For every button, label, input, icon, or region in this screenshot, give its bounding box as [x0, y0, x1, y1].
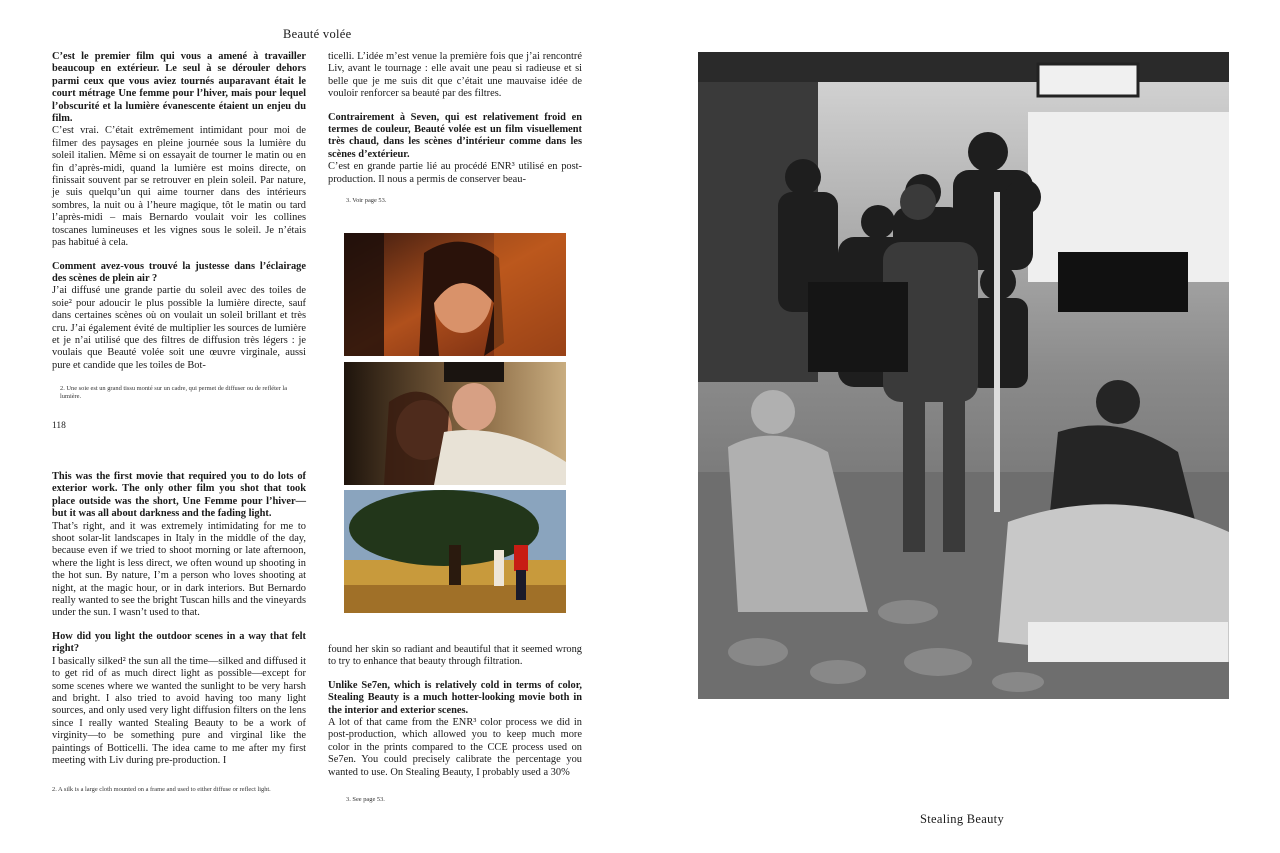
- question-2-en: How did you light the outdoor scenes in a way that felt right?: [52, 630, 306, 655]
- question-1-fr: C’est le premier film qui vous a amené à travailler beaucoup en extérieur. Le seul à se dérouler dehors parmi ceux que vous aviez tournés auparavant était le court métrage Une femme pour l’hiver, mais pour lequel l’obscurité et la lumière évanescente étaient un enjeu du film.: [52, 51, 306, 125]
- answer-1-fr: C’est vrai. C’était extrêmement intimidant pour moi de filmer des paysages en pleine journée sous la lumière du soleil italien. Même si on essayait de tourner le matin ou en fin d’après-midi, quand la lumière est moins directe, on finissait souvent par se retrouver en plein soleil. Par nature, je suis quelqu’un qui aime tourner dans des intérieurs sombres, la nuit ou à l’heure magique, tôt le matin ou tard l’après-midi – mais Bernardo voulait voir les collines toscanes lumineuses et les vignes sous le soleil. Je n’étais pas habitué à cela.: [52, 125, 306, 249]
- answer-3-en: A lot of that came from the ENR³ color process we did in post-production, which allowed you to keep much more color in the prints compared to the CCE process used on Se7en. You could precisely calibrate the percentage you wanted to use. On Stealing Beauty, I probably used a 30%: [328, 717, 582, 778]
- question-2-fr: Comment avez-vous trouvé la justesse dans l’éclairage des scènes de plein air ?: [52, 260, 306, 284]
- film-still-embrace: [344, 362, 566, 485]
- question-1-en: This was the first movie that required you to do lots of exterior work. The only other film you shot that took place outside was the short, Une Femme pour l’hiver—but it was all about darkness and the fading light.: [52, 471, 306, 520]
- film-still-tree-field: [344, 490, 566, 613]
- answer-2-cont-fr: ticelli. L’idée m’est venue la première fois que j’ai rencontré Liv, avant le tournage : elle avait une peau si radieuse et si belle que je me suis dit que c’était une mauvaise idée de vouloir renforcer sa beauté par des filtres.: [328, 51, 582, 100]
- french-column-1: [52, 51, 306, 372]
- english-column-2: [328, 644, 582, 779]
- running-title: Beauté volée: [283, 27, 352, 41]
- answer-2-en: I basically silked² the sun all the time—silked and diffused it to get rid of as much direct light as possible—except for some scenes where we wanted the sunlight to be very harsh and bright. I also tried to avoid having too many light sources, and only used very light diffusion filters on the lens since I really wanted Stealing Beauty to be a work of virginity—to be something pure and virginal like the paintings of Botticelli. The idea came to me after my first meeting with Liv during pre-production. I: [52, 655, 306, 766]
- page-number: 118: [52, 421, 66, 431]
- answer-1-en: That’s right, and it was extremely intimidating for me to shoot solar-lit landscapes in Italy in the middle of the day, because even if we tried to shoot morning or late afternoon, where the light is less direct, we often wound up shooting in the hot sun. By nature, I’m a person who loves shooting at night, at the magic hour, or in dark interiors. But Bernardo really wanted to see the bright Tuscan hills and the vineyards under the sun. I wasn’t used to that.: [52, 520, 306, 619]
- page-caption: Stealing Beauty: [920, 812, 1004, 826]
- answer-2-fr: J’ai diffusé une grande partie du soleil avec des toiles de soie² pour adoucir le plus possible la lumière directe, sauf dans certaines scènes où on voulait un soleil brillant et très cru. J’ai également évité de multiplier les sources de lumière et je n’ai utilisé que des filtres de diffusion très légers : je voulais que Beauté volée soit une œuvre virginale, aussi pure et candide que les toiles de Bot-: [52, 285, 306, 371]
- film-still-portrait: [344, 233, 566, 356]
- question-3-fr: Contrairement à Seven, qui est relativement froid en termes de couleur, Beauté volée est un film visuellement très chaud, dans les scènes d’intérieur comme dans les scènes d’extérieur.: [328, 111, 582, 160]
- footnote-3-fr: 3. Voir page 53.: [346, 197, 387, 204]
- bw-film-crew-photo: [698, 52, 1229, 699]
- french-column-2: [328, 51, 582, 186]
- answer-2-cont-en: found her skin so radiant and beautiful that it seemed wrong to try to enhance that beauty through filtration.: [328, 644, 582, 668]
- footnote-2-fr: 2. Une soie est un grand tissu monté sur un cadre, qui permet de diffuser ou de refléter la lumière.: [60, 385, 288, 400]
- answer-3-fr: C’est en grande partie lié au procédé ENR³ utilisé en post-production. Il nous a permis de conserver beau-: [328, 161, 582, 185]
- footnote-3-en: 3. See page 53.: [346, 796, 385, 803]
- english-column-1: [52, 471, 306, 767]
- footnote-2-en: 2. A silk is a large cloth mounted on a frame and used to either diffuse or reflect light.: [52, 786, 271, 793]
- question-3-en: Unlike Se7en, which is relatively cold in terms of color, Stealing Beauty is a much hotter-looking movie both in the interior and exterior scenes.: [328, 679, 582, 716]
